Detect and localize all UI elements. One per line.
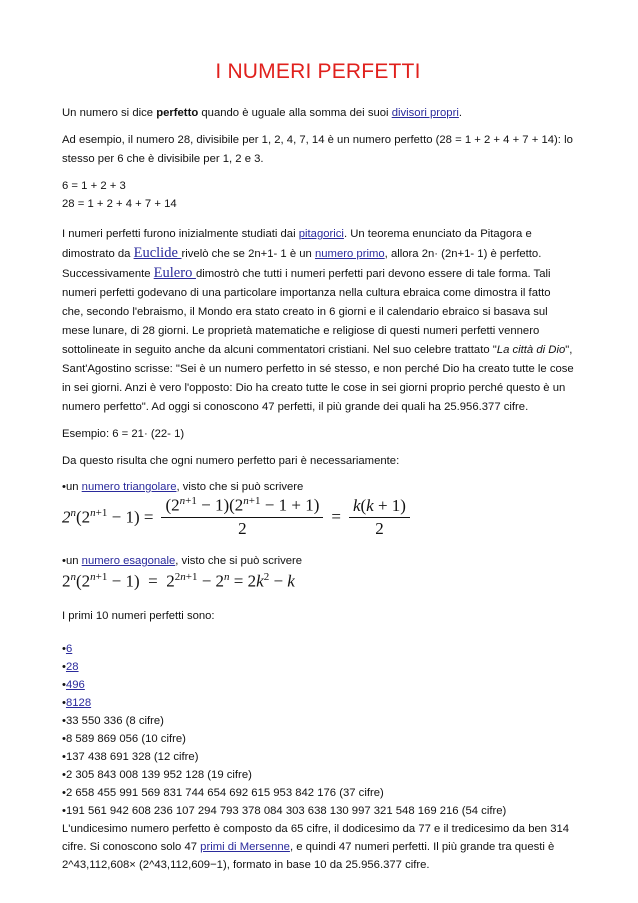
history-text-4: , allora 2n· (2n+1- 1) è perfetto. Successivamente xyxy=(62,248,542,280)
bullet-text: •un xyxy=(62,555,82,567)
triangolare-item xyxy=(62,479,574,495)
primi-10-line: I primi 10 numeri perfetti sono: xyxy=(62,610,215,622)
intro-text: Un numero si dice xyxy=(62,107,157,119)
pitagorici-link[interactable]: pitagorici xyxy=(298,228,344,240)
list-item: •8 589 869 056 (10 cifre) xyxy=(62,733,186,745)
history-paragraph xyxy=(62,225,574,417)
history-text-3: rivelò che se 2n+1- 1 è un xyxy=(181,248,315,260)
perfect-number-link[interactable]: 496 xyxy=(65,679,85,691)
bullet-text: •un xyxy=(62,481,82,493)
euclide-link[interactable]: Euclide xyxy=(133,245,182,261)
numero-esagonale-link[interactable]: numero esagonale xyxy=(81,555,176,567)
intro-paragraph xyxy=(62,104,574,123)
risulta-line: Da questo risulta che ogni numero perfetto pari è necessariamente: xyxy=(62,455,400,467)
triangular-formula: $2^n(2^{n+1} - 1)$ = $\frac{(2^{n+1} - 1)(2^{n+1} - 1 + 1)}{2}$ = $\frac{k(k + 1)}{2}$ xyxy=(62,495,574,539)
list-item: •137 438 691 328 (12 cifre) xyxy=(62,751,199,763)
perfect-number-link[interactable]: 6 xyxy=(65,643,73,655)
closing-paragraph xyxy=(62,820,574,874)
eulero-link[interactable]: Eulero xyxy=(153,265,196,281)
sum-28: 28 = 1 + 2 + 4 + 7 + 14 xyxy=(62,198,177,210)
document-page xyxy=(62,60,574,882)
numero-triangolare-link[interactable]: numero triangolare xyxy=(81,481,177,493)
closing-text-1: L'undicesimo numero perfetto è composto da 65 cifre, il dodicesimo da 77 e il tredicesimo da ben 314 cifre. Si conoscono solo 47 xyxy=(62,823,570,853)
divisori-propri-link[interactable]: divisori propri xyxy=(391,107,459,119)
list-item: •2 658 455 991 569 831 744 654 692 615 953 842 176 (37 cifre) xyxy=(62,787,384,799)
page-title: I NUMERI PERFETTI xyxy=(215,60,421,83)
closing-text-2: , e quindi 47 numeri perfetti. Il più grande tra questi è 2^43,112,608× (2^43,112,609−1), formato in base 10 da 25.956.377 cifre. xyxy=(62,841,555,871)
history-text-5: dimostrò che tutti i numeri perfetti pari devono essere di tale forma. Tali numeri perfetti godevano di una particolare importanza nella cultura ebraica come dimostra il fatto che, secondo l'ebraismo, il Mondo era stato creato in 6 giorni e il calendario ebraico si basava sul mese lunare, di 28 giorni. Le proprietà matematiche e religiose di questi numeri perfetti vennero sottolineate in seguito anche da alcuni commentatori cristiani. Nel suo celebre trattato " xyxy=(62,268,551,356)
history-text-6: ", Sant'Agostino scrisse: "Sei è un numero perfetto in sé stesso, e non perché Dio ha creato tutte le cose in sei giorni. Anzi è vero l'opposto: Dio ha creato tutte le cose in sei giorni proprio perché questo è un numero perfetto". Ad oggi si conoscono 47 perfetti, il più grande dei quali ha 25.956.377 cifre. xyxy=(62,344,574,413)
intro-text-2: quando è uguale alla somma dei suoi xyxy=(198,107,392,119)
example-paragraph: Ad esempio, il numero 28, divisibile per 1, 2, 4, 7, 14 è un numero perfetto (28 = 1 + 2 + 4 + 7 + 14): lo stesso per 6 che è divisibile per 1, 2 e 3. xyxy=(62,134,573,165)
hexagonal-formula: $2^n(2^{n+1} - 1) = 2^{2n+1} - 2^n = 2k^2 - k$ xyxy=(62,570,295,591)
perfetto-bold: perfetto xyxy=(156,107,199,119)
history-text-2: . Un teorema enunciato da Pitagora e dimostrato da xyxy=(62,228,532,260)
list-item: •8128 xyxy=(62,697,92,709)
esagonale-item xyxy=(62,553,574,569)
list-item: •28 xyxy=(62,661,79,673)
perfect-numbers-list xyxy=(62,640,574,820)
list-item: •496 xyxy=(62,679,85,691)
intro-text-3: . xyxy=(458,107,463,119)
esempio-line: Esempio: 6 = 21· (22- 1) xyxy=(62,428,185,440)
primi-di-mersenne-link[interactable]: primi di Mersenne xyxy=(200,841,290,853)
citta-di-dio-title: La città di Dio xyxy=(496,344,566,356)
list-item: •33 550 336 (8 cifre) xyxy=(62,715,164,727)
list-item: •191 561 942 608 236 107 294 793 378 084 303 638 130 997 321 548 169 216 (54 cifre) xyxy=(62,805,507,817)
esagonale-text: , visto che si può scrivere xyxy=(175,555,303,567)
history-text-1: I numeri perfetti furono inizialmente studiati dai xyxy=(62,228,299,240)
sum-6: 6 = 1 + 2 + 3 xyxy=(62,180,126,192)
numero-primo-link[interactable]: numero primo xyxy=(314,248,385,260)
triangolare-text: , visto che si può scrivere xyxy=(176,481,304,493)
list-item: •2 305 843 008 139 952 128 (19 cifre) xyxy=(62,769,252,781)
perfect-number-link[interactable]: 8128 xyxy=(65,697,92,709)
perfect-number-link[interactable]: 28 xyxy=(65,661,79,673)
list-item: •6 xyxy=(62,643,73,655)
